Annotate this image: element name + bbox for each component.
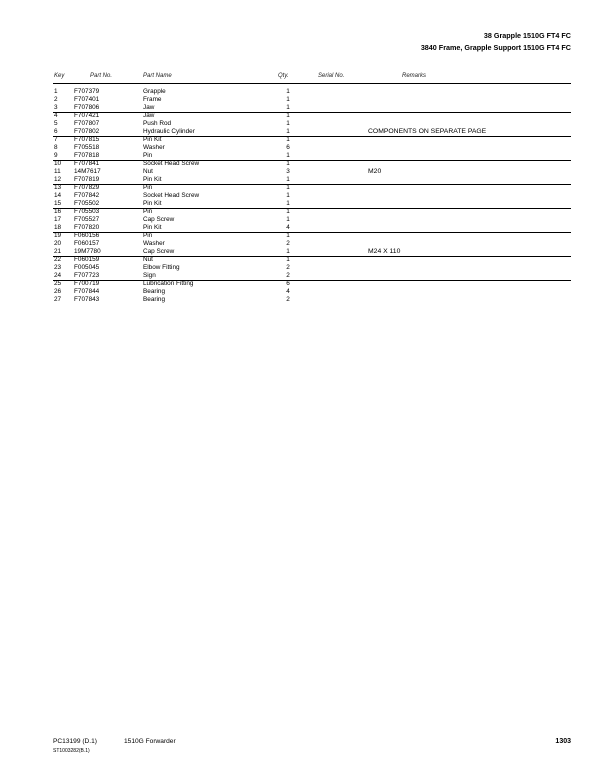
part-name: Socket Head Screw: [143, 192, 200, 199]
table-row: [0, 152, 600, 160]
part-name: Push Rod: [143, 120, 172, 127]
part-quantity: 6: [286, 144, 290, 151]
part-quantity: 1: [286, 88, 290, 95]
part-name: Cap Screw: [143, 216, 175, 223]
part-quantity: 1: [286, 104, 290, 111]
part-key: 16: [54, 208, 62, 215]
part-number: F707401: [74, 96, 100, 103]
part-quantity: 1: [286, 160, 290, 167]
part-number: F705518: [74, 144, 100, 151]
part-name: Pin: [143, 152, 153, 159]
column-header-part-no: Part No.: [90, 73, 113, 79]
part-key: 19: [54, 232, 62, 239]
part-quantity: 1: [286, 136, 290, 143]
part-quantity: 4: [286, 288, 290, 295]
table-row: [0, 112, 600, 120]
part-name: Jaw: [143, 104, 155, 111]
part-number: F707806: [74, 104, 100, 111]
part-name: Sign: [143, 272, 156, 279]
group-divider: [53, 208, 571, 209]
part-name: Nut: [143, 256, 153, 263]
part-quantity: 4: [286, 224, 290, 231]
part-name: Pin Kit: [143, 200, 162, 207]
part-key: 17: [54, 216, 62, 223]
part-name: Socket Head Screw: [143, 160, 200, 167]
table-row: [0, 240, 600, 248]
part-key: 15: [54, 200, 62, 207]
part-quantity: 2: [286, 296, 290, 303]
section-subtitle: 3840 Frame, Grapple Support 1510G FT4 FC: [420, 43, 571, 52]
part-quantity: 6: [286, 280, 290, 287]
part-remarks: M20: [368, 168, 382, 175]
part-number: F700719: [74, 280, 100, 287]
part-quantity: 1: [286, 128, 290, 135]
part-key: 2: [54, 96, 58, 103]
part-name: Pin Kit: [143, 136, 162, 143]
part-key: 9: [54, 152, 58, 159]
part-key: 5: [54, 120, 58, 127]
part-key: 22: [54, 256, 62, 263]
part-quantity: 2: [286, 272, 290, 279]
part-number: F005045: [74, 264, 100, 271]
group-divider: [53, 160, 571, 161]
part-name: Frame: [143, 96, 162, 103]
part-number: F707819: [74, 176, 100, 183]
part-name: Cap Screw: [143, 248, 175, 255]
part-key: 6: [54, 128, 58, 135]
section-title: 38 Grapple 1510G FT4 FC: [483, 31, 571, 40]
part-name: Pin Kit: [143, 176, 162, 183]
part-key: 7: [54, 136, 58, 143]
machine-model: 1510G Forwarder: [124, 738, 176, 745]
part-quantity: 1: [286, 192, 290, 199]
table-row: [0, 208, 600, 216]
part-key: 21: [54, 248, 62, 255]
part-quantity: 1: [286, 208, 290, 215]
part-number: F060159: [74, 256, 100, 263]
part-number: 14M7617: [74, 168, 101, 175]
part-name: Jaw: [143, 112, 155, 119]
part-key: 12: [54, 176, 62, 183]
part-key: 23: [54, 264, 62, 271]
part-number: F707379: [74, 88, 100, 95]
part-number: F705527: [74, 216, 100, 223]
column-header-serial-no: Serial No.: [318, 73, 345, 79]
table-row: [0, 216, 600, 224]
table-row: [0, 200, 600, 208]
part-number: F707723: [74, 272, 100, 279]
part-number: F707820: [74, 224, 100, 231]
group-divider: [53, 232, 571, 233]
part-number: F707841: [74, 160, 100, 167]
part-quantity: 1: [286, 152, 290, 159]
part-name: Washer: [143, 144, 165, 151]
part-quantity: 1: [286, 216, 290, 223]
part-number: F707802: [74, 128, 100, 135]
table-row: [0, 272, 600, 280]
group-divider: [53, 112, 571, 113]
column-header-part-name: Part Name: [143, 73, 172, 79]
table-row: [0, 296, 600, 304]
table-row: [0, 256, 600, 264]
part-quantity: 1: [286, 248, 290, 255]
table-row: [0, 224, 600, 232]
table-row: [0, 144, 600, 152]
part-key: 26: [54, 288, 62, 295]
part-quantity: 1: [286, 176, 290, 183]
table-row: [0, 176, 600, 184]
part-name: Pin Kit: [143, 224, 162, 231]
part-name: Bearing: [143, 296, 166, 303]
document-code: ST1003282(B.1): [53, 748, 90, 754]
table-row: [0, 168, 600, 176]
column-header-remarks: Remarks: [402, 73, 427, 79]
part-quantity: 1: [286, 232, 290, 239]
group-divider: [53, 184, 571, 185]
part-quantity: 1: [286, 256, 290, 263]
part-remarks: COMPONENTS ON SEPARATE PAGE: [368, 128, 487, 135]
table-row: [0, 160, 600, 168]
table-row: [0, 104, 600, 112]
part-quantity: 2: [286, 240, 290, 247]
part-name: Grapple: [143, 88, 166, 95]
part-key: 14: [54, 192, 62, 199]
header-rule: [53, 83, 571, 84]
part-key: 24: [54, 272, 62, 279]
part-number: F707818: [74, 152, 100, 159]
part-key: 13: [54, 184, 62, 191]
table-row: [0, 192, 600, 200]
part-key: 3: [54, 104, 58, 111]
part-number: F707815: [74, 136, 100, 143]
part-number: F707842: [74, 192, 100, 199]
part-key: 25: [54, 280, 62, 287]
table-row: [0, 136, 600, 144]
table-row: [0, 288, 600, 296]
column-header-key: Key: [54, 73, 65, 79]
table-row: [0, 280, 600, 288]
document-number: PC13199 (D.1): [53, 738, 97, 745]
part-quantity: 1: [286, 112, 290, 119]
page-number: 1303: [555, 738, 571, 745]
table-row: [0, 128, 600, 136]
part-quantity: 2: [286, 264, 290, 271]
part-number: F705503: [74, 208, 100, 215]
table-row: [0, 264, 600, 272]
part-quantity: 1: [286, 96, 290, 103]
part-quantity: 1: [286, 184, 290, 191]
part-key: 10: [54, 160, 62, 167]
part-number: F060157: [74, 240, 100, 247]
table-row: [0, 232, 600, 240]
part-key: 8: [54, 144, 58, 151]
part-key: 4: [54, 112, 58, 119]
table-row: [0, 88, 600, 96]
group-divider: [53, 136, 571, 137]
part-quantity: 3: [286, 168, 290, 175]
column-header-qty: Qty.: [278, 73, 289, 79]
table-row: [0, 96, 600, 104]
part-number: F707843: [74, 296, 100, 303]
part-key: 1: [54, 88, 58, 95]
part-name: Pin: [143, 208, 153, 215]
part-name: Lubrication Fitting: [143, 280, 194, 287]
part-remarks: M24 X 110: [368, 248, 401, 255]
part-name: Bearing: [143, 288, 166, 295]
part-key: 18: [54, 224, 62, 231]
group-divider: [53, 280, 571, 281]
table-row: [0, 120, 600, 128]
part-key: 11: [54, 168, 61, 175]
part-number: F707421: [74, 112, 100, 119]
part-name: Nut: [143, 168, 153, 175]
part-number: F707829: [74, 184, 100, 191]
part-key: 27: [54, 296, 62, 303]
part-name: Elbow Fitting: [143, 264, 180, 271]
group-divider: [53, 256, 571, 257]
part-name: Hydraulic Cylinder: [143, 128, 195, 135]
part-number: F060156: [74, 232, 100, 239]
table-row: [0, 184, 600, 192]
part-number: F705502: [74, 200, 100, 207]
part-quantity: 1: [286, 120, 290, 127]
part-number: 19M7780: [74, 248, 101, 255]
table-row: [0, 248, 600, 256]
part-number: F707844: [74, 288, 100, 295]
part-quantity: 1: [286, 200, 290, 207]
part-name: Washer: [143, 240, 165, 247]
part-name: Pin: [143, 232, 153, 239]
part-number: F707807: [74, 120, 100, 127]
part-key: 20: [54, 240, 62, 247]
part-name: Pin: [143, 184, 153, 191]
